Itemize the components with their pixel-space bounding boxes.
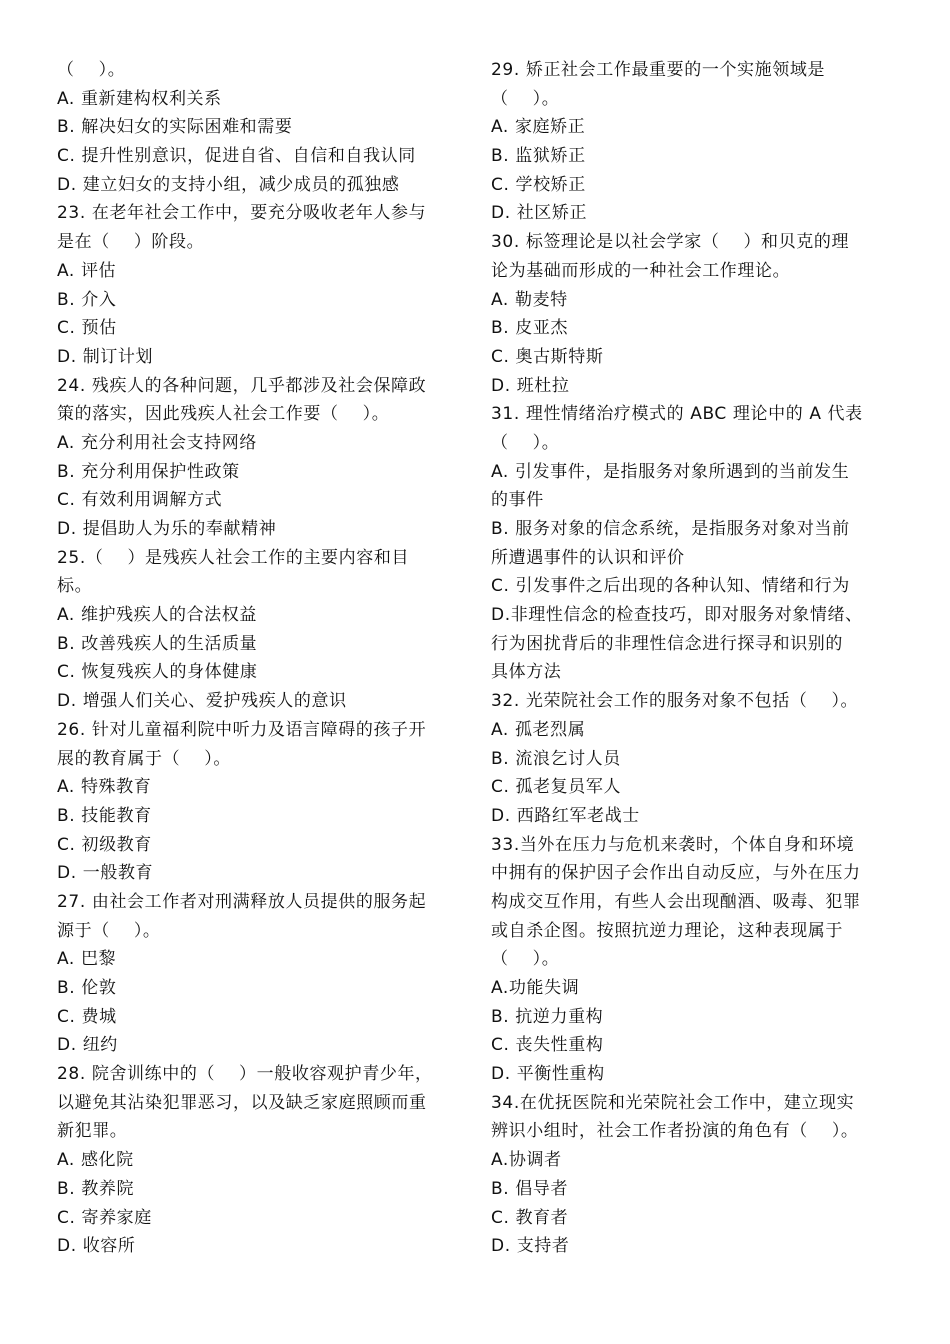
question-q34 xyxy=(491,1089,896,1261)
question-text-line: 或自杀企图。按照抗逆力理论，这种表现属于 xyxy=(491,920,843,941)
answer-option: A. 孤老烈属 xyxy=(491,719,586,740)
question-text-line: 32. 光荣院社会工作的服务对象不包括（ ）。 xyxy=(491,691,859,712)
question-text-line: 26. 针对儿童福利院中听力及语言障碍的孩子开 xyxy=(57,719,427,740)
answer-option: A.协调者 xyxy=(491,1150,562,1171)
answer-option: B. 教养院 xyxy=(57,1178,135,1199)
answer-option: D. 纽约 xyxy=(57,1035,118,1056)
answer-option: C. 提升性别意识，促进自省、自信和自我认同 xyxy=(57,146,416,167)
question-q23 xyxy=(57,199,462,371)
question-text-line: 25.（ ）是残疾人社会工作的主要内容和目 xyxy=(57,547,410,568)
answer-option: D. 制订计划 xyxy=(57,346,154,367)
answer-option: C. 有效利用调解方式 xyxy=(57,490,223,511)
answer-option: C. 教育者 xyxy=(491,1207,569,1228)
answer-option: A. 特殊教育 xyxy=(57,777,152,798)
question-text-line: 30. 标签理论是以社会学家（ ）和贝克的理 xyxy=(491,232,850,253)
question-text-line: 策的落实，因此残疾人社会工作要（ ）。 xyxy=(57,404,390,425)
question-text-line: 27. 由社会工作者对刑满释放人员提供的服务起 xyxy=(57,891,427,912)
answer-option: B. 技能教育 xyxy=(57,805,152,826)
question-q33 xyxy=(491,831,896,1089)
answer-option: 所遭遇事件的认识和评价 xyxy=(491,547,685,568)
question-q26 xyxy=(57,716,462,888)
answer-option: D. 一般教育 xyxy=(57,863,154,884)
answer-option: A. 维护残疾人的合法权益 xyxy=(57,605,257,626)
answer-option: B. 服务对象的信念系统，是指服务对象对当前 xyxy=(491,519,850,539)
question-text-line: （ ）。 xyxy=(491,949,560,970)
answer-option: B. 介入 xyxy=(57,289,117,310)
answer-option: C. 学校矫正 xyxy=(491,174,586,195)
answer-option: 具体方法 xyxy=(491,662,562,683)
answer-option: B. 改善残疾人的生活质量 xyxy=(57,633,258,654)
answer-option: B. 监狱矫正 xyxy=(491,146,586,167)
answer-option: A. 评估 xyxy=(57,260,117,281)
answer-option: B. 解决妇女的实际困难和需要 xyxy=(57,117,293,138)
answer-option: B. 伦敦 xyxy=(57,978,117,998)
answer-option: A. 勒麦特 xyxy=(491,289,568,310)
question-text-line: 论为基础而形成的一种社会工作理论。 xyxy=(491,260,791,281)
question-q24 xyxy=(57,372,462,544)
answer-option: D. 收容所 xyxy=(57,1236,136,1257)
question-q30 xyxy=(491,228,896,400)
question-text-line: 辨识小组时，社会工作者扮演的角色有（ ）。 xyxy=(491,1121,859,1142)
question-q28 xyxy=(57,1060,462,1261)
answer-option: D. 支持者 xyxy=(491,1236,570,1257)
answer-option: C. 引发事件之后出现的各种认知、情绪和行为 xyxy=(491,576,850,597)
question-text-line: 28. 院舍训练中的（ ）一般收容观护青少年， xyxy=(57,1064,433,1085)
question-text-line: 34.在优抚医院和光荣院社会工作中，建立现实 xyxy=(491,1092,855,1113)
question-text-line: （ ）。 xyxy=(491,432,560,453)
question-text-line: 23. 在老年社会工作中，要充分吸收老年人参与 xyxy=(57,203,427,224)
answer-option: D. 增强人们关心、爱护残疾人的意识 xyxy=(57,691,347,712)
question-q27 xyxy=(57,888,462,1060)
answer-option: 的事件 xyxy=(491,490,544,511)
question-q29 xyxy=(491,56,896,228)
question-q32 xyxy=(491,687,896,830)
question-text-line: 构成交互作用，有些人会出现酗酒、吸毒、犯罪 xyxy=(491,891,861,912)
answer-option: A. 引发事件，是指服务对象所遇到的当前发生 xyxy=(491,461,850,482)
answer-option: C. 恢复残疾人的身体健康 xyxy=(57,662,258,683)
answer-option: C. 寄养家庭 xyxy=(57,1207,152,1228)
answer-option: A. 充分利用社会支持网络 xyxy=(57,432,257,453)
answer-option: A. 家庭矫正 xyxy=(491,117,586,138)
answer-option: A. 感化院 xyxy=(57,1150,134,1171)
question-text-line: 标。 xyxy=(57,576,93,597)
question-text-line: 以避免其沾染犯罪恶习，以及缺乏家庭照顾而重 xyxy=(57,1092,427,1113)
question-text-line: 中拥有的保护因子会作出自动反应，与外在压力 xyxy=(491,863,861,884)
answer-option: 行为困扰背后的非理性信念进行探寻和识别的 xyxy=(491,633,843,654)
question-text-line: 29. 矫正社会工作最重要的一个实施领域是 xyxy=(491,60,826,80)
answer-option: B. 皮亚杰 xyxy=(491,318,569,339)
answer-option: C. 丧失性重构 xyxy=(491,1035,604,1056)
answer-option: B. 抗逆力重构 xyxy=(491,1006,604,1027)
answer-option: D. 提倡助人为乐的奉献精神 xyxy=(57,519,277,539)
answer-option: D. 社区矫正 xyxy=(491,203,588,224)
question-q25 xyxy=(57,544,462,716)
answer-option: A.功能失调 xyxy=(491,978,580,998)
question-text-line: 33.当外在压力与危机来袭时，个体自身和环境 xyxy=(491,834,855,855)
answer-option: D. 建立妇女的支持小组，减少成员的孤独感 xyxy=(57,174,400,195)
question-text-line: （ ）。 xyxy=(491,88,560,109)
answer-option: C. 费城 xyxy=(57,1006,117,1027)
question-text-line: 新犯罪。 xyxy=(57,1121,128,1142)
answer-option: A. 巴黎 xyxy=(57,949,117,970)
question-text-line: 31. 理性情绪治疗模式的 ABC 理论中的 A 代表 xyxy=(491,404,863,425)
question-text-line: 展的教育属于（ ）。 xyxy=(57,748,231,769)
answer-option: D. 西路红军老战士 xyxy=(491,805,640,826)
question-text-line: 24. 残疾人的各种问题，几乎都涉及社会保障政 xyxy=(57,375,427,396)
answer-option: C. 初级教育 xyxy=(57,834,152,855)
answer-option: A. 重新建构权利关系 xyxy=(57,88,222,109)
answer-option: C. 奥古斯特斯 xyxy=(491,346,604,367)
question-text-line: （ ）。 xyxy=(57,60,126,80)
answer-option: C. 预估 xyxy=(57,318,117,339)
answer-option: B. 倡导者 xyxy=(491,1178,569,1199)
question-text-line: 源于（ ）。 xyxy=(57,920,161,941)
answer-option: D. 班杜拉 xyxy=(491,375,570,396)
question-q22-tail xyxy=(57,56,462,199)
answer-option: B. 流浪乞讨人员 xyxy=(491,748,621,769)
answer-option: C. 孤老复员军人 xyxy=(491,777,622,798)
left-column xyxy=(57,56,462,1261)
answer-option: D. 平衡性重构 xyxy=(491,1064,605,1085)
answer-option: B. 充分利用保护性政策 xyxy=(57,461,240,482)
question-q31 xyxy=(491,400,896,687)
answer-option: D.非理性信念的检查技巧，即对服务对象情绪、 xyxy=(491,605,863,626)
question-text-line: 是在（ ）阶段。 xyxy=(57,232,205,253)
right-column xyxy=(491,56,896,1261)
